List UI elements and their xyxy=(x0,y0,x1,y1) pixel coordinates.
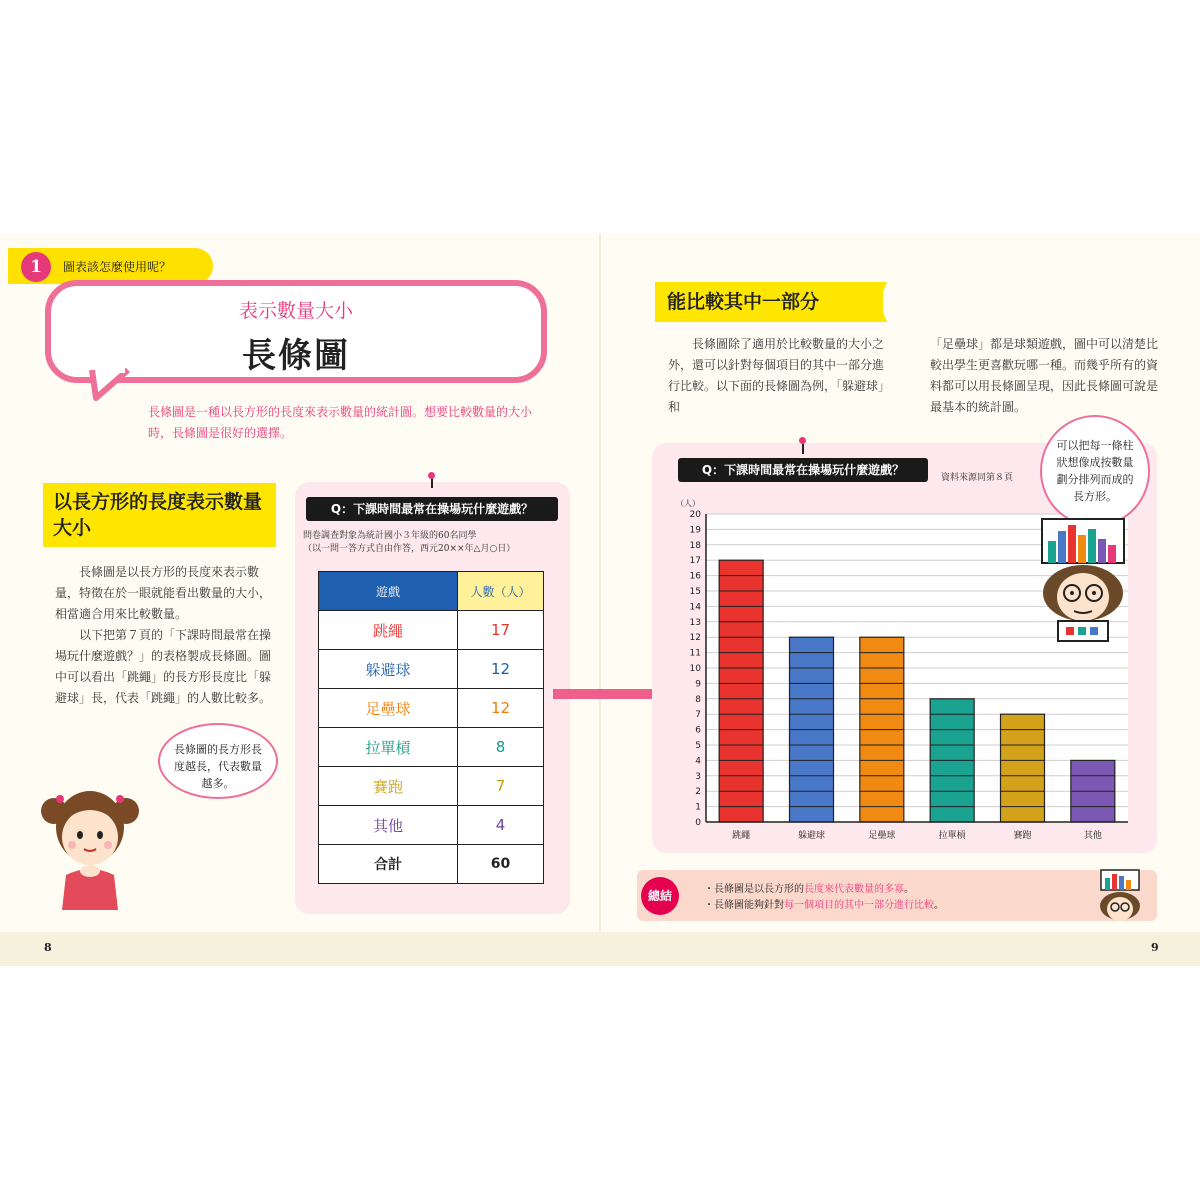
y-tick-label: 11 xyxy=(689,648,701,659)
chart-question-tab: Q：下課時間最常在操場玩什麼遊戲？ xyxy=(678,458,928,482)
cell-count: 17 xyxy=(458,611,544,650)
summary-line-1-text: ・長條圖是以長方形的 xyxy=(704,884,804,895)
y-tick-label: 16 xyxy=(689,571,701,582)
y-tick-label: 12 xyxy=(689,633,701,644)
bar xyxy=(1001,714,1045,822)
table-row xyxy=(319,806,544,845)
cell-total-value: 60 xyxy=(458,845,544,884)
data-table xyxy=(318,571,544,884)
page-number-left: 8 xyxy=(44,941,52,954)
girl-illustration xyxy=(40,775,140,910)
card-pin-icon xyxy=(799,437,806,444)
table-header-row xyxy=(319,572,544,611)
y-tick-label: 4 xyxy=(695,756,701,767)
table-row xyxy=(319,611,544,650)
x-tick-label: 跳繩 xyxy=(732,831,751,841)
right-column-2: 「足壘球」都是球類遊戲，圖中可以清楚比較出學生更喜歡玩哪一種。而幾乎所有的資料都可以用長條圖呈現，因此長條圖可說是最基本的統計圖。 xyxy=(930,337,1159,414)
cell-game: 賽跑 xyxy=(319,767,458,806)
cell-game: 足壘球 xyxy=(319,689,458,728)
left-paragraph-2: 以下把第７頁的「下課時間最常在操場玩什麼遊戲？」的表格製成長條圖。圖中可以看出「跳繩」的長方形長度比「躲避球」長，代表「跳繩」的人數比較多。 xyxy=(55,628,272,705)
y-tick-label: 19 xyxy=(689,525,701,536)
y-tick-label: 9 xyxy=(695,679,701,690)
table-total-row xyxy=(319,845,544,884)
professor-small-illustration xyxy=(1095,868,1145,923)
cell-count: 4 xyxy=(458,806,544,845)
cell-count: 12 xyxy=(458,689,544,728)
x-tick-label: 足壘球 xyxy=(868,831,896,841)
summary-line-1-end: 。 xyxy=(904,884,914,895)
summary-line-2-text: ・長條圖能夠針對 xyxy=(704,900,784,911)
y-tick-label: 13 xyxy=(689,617,701,628)
professor-illustration xyxy=(1028,515,1138,645)
cell-game: 躲避球 xyxy=(319,650,458,689)
footer-band xyxy=(0,932,1200,966)
cell-total-label: 合計 xyxy=(319,845,458,884)
table-row xyxy=(319,689,544,728)
table-row xyxy=(319,728,544,767)
summary-line-2-end: 。 xyxy=(934,900,944,911)
y-tick-label: 20 xyxy=(689,510,701,520)
y-tick-label: 1 xyxy=(695,802,701,813)
y-tick-label: 7 xyxy=(695,710,701,721)
x-tick-label: 拉單槓 xyxy=(938,831,966,841)
page-number-right: 9 xyxy=(1151,941,1159,954)
intro-text: 長條圖是一種以長方形的長度來表示數量的統計圖。想要比較數量的大小時，長條圖是很好的選擇。 xyxy=(148,405,533,440)
table-row xyxy=(319,650,544,689)
cell-game: 跳繩 xyxy=(319,611,458,650)
gutter xyxy=(599,233,601,966)
chart-source: 資料來源同第８頁 xyxy=(941,473,1014,483)
y-tick-label: 5 xyxy=(695,741,701,751)
y-tick-label: 17 xyxy=(689,556,701,567)
y-axis-label: （人） xyxy=(676,499,700,508)
y-tick-label: 0 xyxy=(695,818,701,828)
card-pin-icon xyxy=(428,472,435,479)
y-tick-label: 3 xyxy=(695,771,701,782)
survey-note xyxy=(303,530,515,556)
summary-badge: 總結 xyxy=(641,877,679,915)
cell-count: 7 xyxy=(458,767,544,806)
arrow-body xyxy=(553,689,663,699)
heading-notch xyxy=(879,282,887,322)
y-tick-label: 6 xyxy=(695,725,701,736)
section-heading-left: 以長方形的長度表示數量大小 xyxy=(43,483,276,547)
section-heading-right: 能比較其中一部分 xyxy=(655,282,883,322)
summary-line-1-highlight: 長度來代表數量的多寡 xyxy=(804,884,904,895)
cell-game: 拉單槓 xyxy=(319,728,458,767)
y-tick-label: 10 xyxy=(689,664,701,674)
chapter-title: 圖表該怎麼使用呢？ xyxy=(63,260,172,274)
x-tick-label: 其他 xyxy=(1083,831,1102,841)
professor-speech-bubble: 可以把每一條柱狀想像成按數量劃分排列而成的長方形。 xyxy=(1040,415,1150,527)
x-tick-label: 賽跑 xyxy=(1013,831,1032,841)
table-question-tab: Q：下課時間最常在操場玩什麼遊戲？ xyxy=(306,497,558,521)
header-game: 遊戲 xyxy=(319,572,458,611)
summary-line-2-highlight: 每一個項目的其中一部分進行比較 xyxy=(784,900,934,911)
y-tick-label: 2 xyxy=(695,787,701,798)
cell-count: 12 xyxy=(458,650,544,689)
girl-speech-bubble: 長條圖的長方形長度越長，代表數量越多。 xyxy=(158,723,278,799)
y-tick-label: 18 xyxy=(689,540,701,551)
page-subtitle: 表示數量大小 xyxy=(238,300,353,322)
bar xyxy=(719,560,763,822)
cell-count: 8 xyxy=(458,728,544,767)
summary-line-1 xyxy=(704,880,914,895)
right-column-1: 長條圖除了適用於比較數量的大小之外，還可以針對每個項目的其中一部分進行比較。以下面的長條圖為例，「躲避球」和 xyxy=(668,337,885,414)
table-row xyxy=(319,767,544,806)
y-tick-label: 14 xyxy=(689,602,701,613)
survey-note-line-1: 問卷調查對象為統計國小３年級的60名同學 xyxy=(303,531,477,541)
survey-note-line-2: （以一問一答方式自由作答，西元20××年△月○日） xyxy=(303,544,516,554)
cell-game: 其他 xyxy=(319,806,458,845)
page-title: 長條圖 xyxy=(242,336,350,376)
chapter-number: 1 xyxy=(21,252,51,282)
x-tick-label: 躲避球 xyxy=(797,831,826,841)
y-tick-label: 8 xyxy=(695,694,701,705)
header-count: 人數（人） xyxy=(458,572,544,611)
summary-line-2 xyxy=(704,896,944,911)
left-paragraph-1: 長條圖是以長方形的長度來表示數量，特徵在於一眼就能看出數量的大小，相當適合用來比較數量。 xyxy=(55,565,272,621)
y-tick-label: 15 xyxy=(689,587,701,597)
